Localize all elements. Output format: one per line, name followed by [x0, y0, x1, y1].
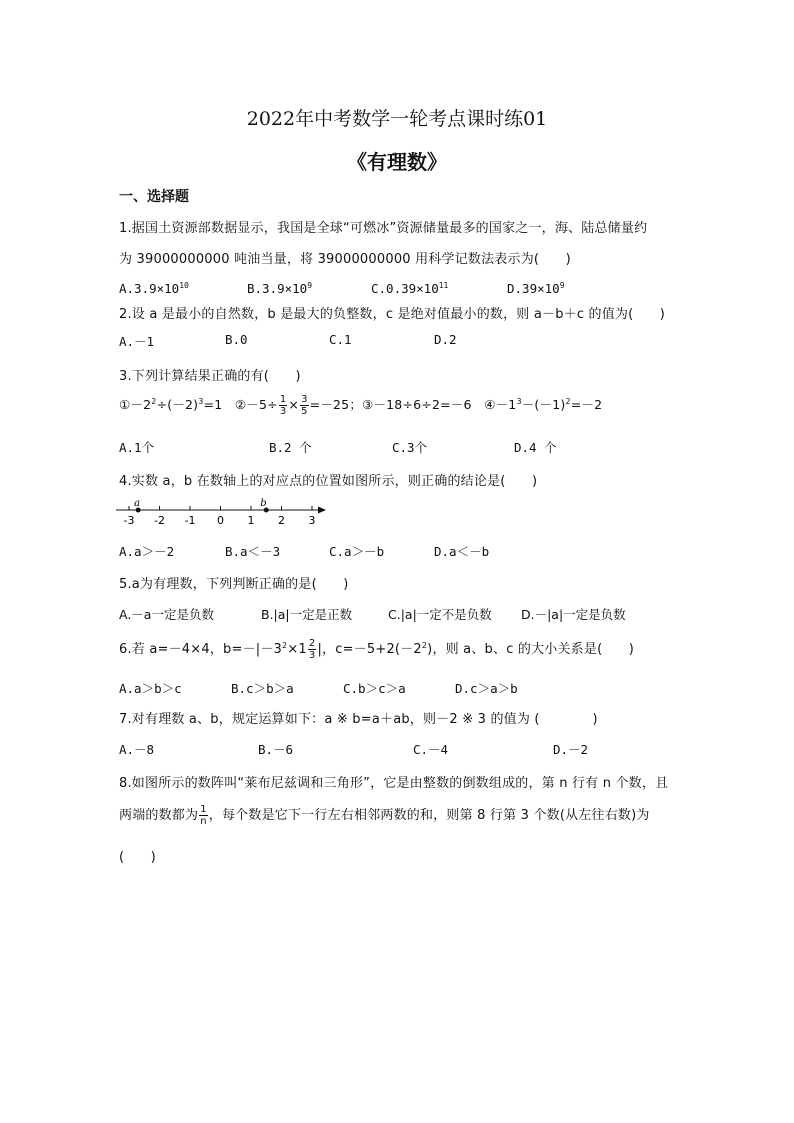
q8-line2: 两端的数都为 $\frac{1}{n}$ ，每个数是它下一行左右相邻两数的和，则第 8 行第 3 个数(从左往右数)为 [119, 804, 650, 827]
q6-option-c: C.b＞c＞a [343, 681, 406, 696]
q7-line: 7.对有理数 a、b，规定运算如下：a ※ b=a＋ab，则－2 ※ 3 的值为 ( ) [119, 712, 598, 727]
page-subtitle: 《有理数》 [347, 150, 447, 174]
label-a: a [134, 498, 141, 509]
q8-line1: 8.如图所示的数阵叫“莱布尼兹调和三角形”，它是由整数的倒数组成的，第 n 行有 n 个数，且 [119, 776, 669, 791]
q6-option-b: B.c＞b＞a [231, 681, 294, 696]
q3-option-a: A.1个 [119, 440, 155, 455]
q7-option-d: D.－2 [553, 742, 589, 757]
q1-option-a: $A.3.9\times 10^{10}$ [119, 281, 189, 296]
number-line-tick-label: -3 [123, 514, 135, 527]
q4-option-c: C.a＞－b [329, 544, 385, 559]
label-b: b [260, 498, 267, 509]
number-line-arrow [318, 507, 326, 514]
number-line-tick-label: 0 [217, 514, 224, 527]
fraction-one-over-n: $\frac{1}{n}$ [200, 804, 207, 827]
q1-option-d: $D.39\times 10^9$ [507, 281, 565, 296]
fraction-one-third: $\frac{1}{3}$ [279, 394, 287, 417]
number-line-ticks [124, 506, 316, 527]
q5-option-b: B.|a|一定是正数 [261, 607, 353, 622]
q5-line: 5.a为有理数，下列判断正确的是( ) [119, 577, 349, 592]
q2-line: 2.设 a 是最小的自然数，b 是最大的负整数，c 是绝对值最小的数，则 a－b＋c 的值为( ) [119, 307, 666, 322]
number-line-diagram [112, 496, 332, 530]
number-line-tick-label: 1 [247, 514, 255, 527]
q4-option-a: A.a＞－2 [119, 544, 175, 559]
q3-expressions: $①-2^2\div(-2)^3=1$ ②－5÷ $\frac{1}{3}$ × $\frac{3}{5}$ =－25；③－18÷6÷2=－6 $④-1^3-(-1)^2=-2$ [119, 394, 603, 417]
q1-option-c: $C.0.39\times 10^{11}$ [371, 281, 449, 296]
fraction-two-thirds: $\frac{2}{3}$ [308, 638, 316, 661]
q6-option-a: A.a＞b＞c [119, 681, 182, 696]
fraction-three-fifths: $\frac{3}{5}$ [301, 394, 308, 417]
q2-option-a: A.－1 [119, 334, 155, 349]
page-title: 2022年中考数学一轮考点课时练01 [246, 108, 548, 130]
q2-option-c: C.1 [329, 332, 352, 347]
q5-option-c: C.|a|一定不是负数 [388, 607, 492, 622]
number-line-tick-label: -1 [184, 514, 196, 527]
q5-option-d: D.－|a|一定是负数 [521, 607, 626, 622]
q7-option-b: B.－6 [258, 742, 294, 757]
section-heading: 一、选择题 [119, 189, 189, 205]
q4-option-b: B.a＜－3 [225, 544, 281, 559]
q6-line: 6.若 a=－4×4，$b=-|-3^2\times 1$ $\frac{2}{3}$ |，$c=-5+2(-2^2)$，则 a、b、c 的大小关系是( ) [119, 638, 635, 661]
q2-option-d: D.2 [434, 332, 457, 347]
number-line-tick-label: 2 [278, 514, 285, 527]
q8-line3: ( ) [119, 850, 156, 865]
q7-option-a: A.－8 [119, 742, 155, 757]
q2-option-b: B.0 [225, 332, 248, 347]
q1-line2: 为 39000000000 吨油当量，将 39000000000 用科学记数法表示为( ) [119, 252, 571, 267]
q5-option-a: A.－a一定是负数 [119, 607, 214, 622]
q3-option-d: D.4 个 [514, 440, 557, 455]
q3-line: 3.下列计算结果正确的有( ) [119, 369, 301, 384]
q1-option-b: $B.3.9\times 10^9$ [247, 281, 313, 296]
q4-line: 4.实数 a，b 在数轴上的对应点的位置如图所示，则正确的结论是( ) [119, 474, 538, 489]
number-line-tick-label: 3 [308, 514, 316, 527]
q4-option-d: D.a＜－b [434, 544, 490, 559]
q3-option-b: B.2 个 [269, 440, 312, 455]
q7-option-c: C.－4 [413, 742, 449, 757]
q3-option-c: C.3个 [392, 440, 428, 455]
q1-line1: 1.据国土资源部数据显示，我国是全球“可燃冰”资源储量最多的国家之一，海、陆总储量约 [119, 221, 648, 236]
q6-option-d: D.c＞a＞b [455, 681, 518, 696]
number-line-tick-label: -2 [154, 514, 165, 527]
